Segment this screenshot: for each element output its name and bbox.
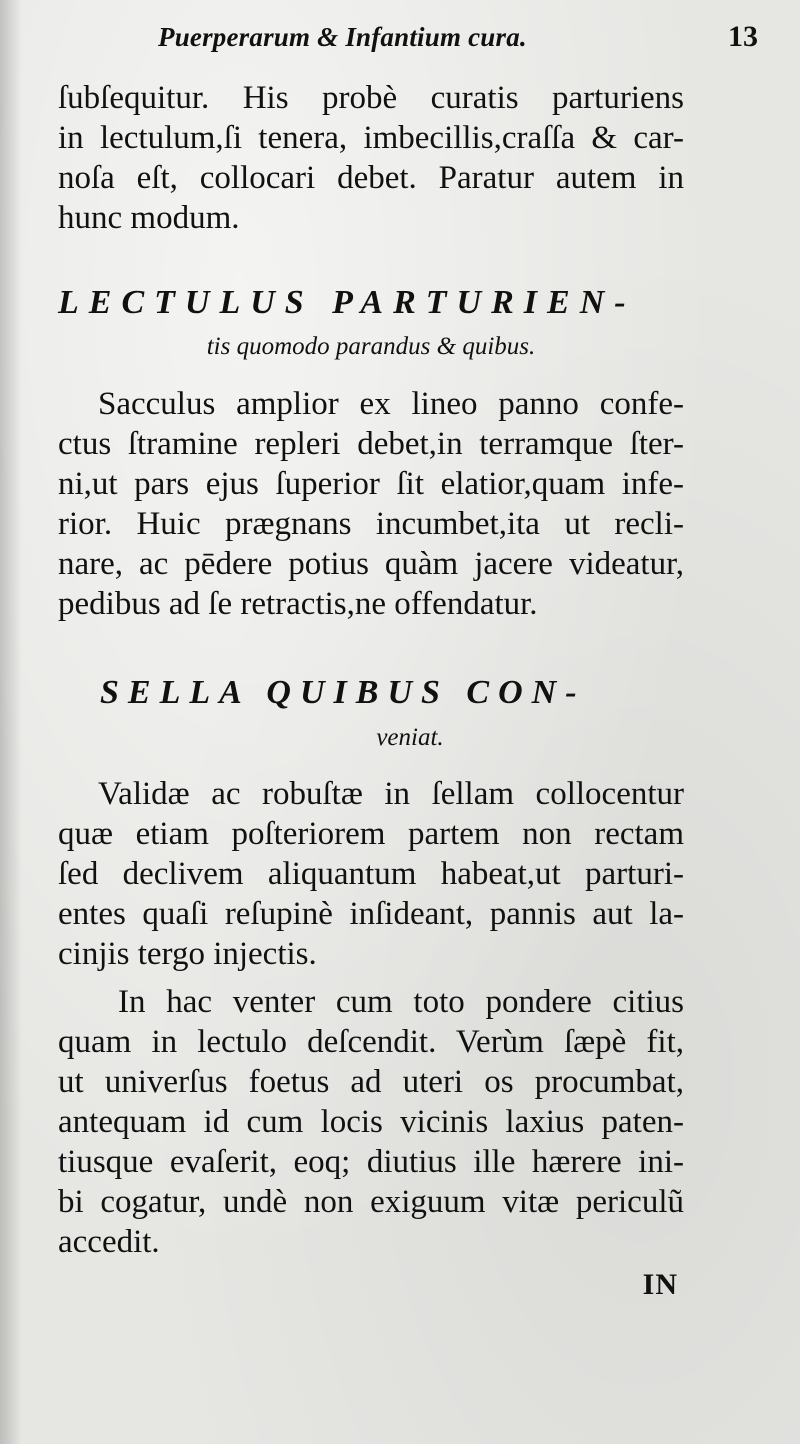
running-head [60,22,772,58]
text-line: in lectulum,ſi tenera, imbecillis,craſſa & car- [58,120,684,156]
gutter-shadow [0,0,22,1444]
text-line: nare, ac pēdere potius quàm jacere videatur, [58,546,684,582]
text-line: ctus ſtramine repleri debet,in terramque ſter- [58,426,684,462]
lectulus-paragraph [58,384,684,624]
text-line: noſa eſt, collocari debet. Paratur autem in [58,160,684,196]
text-line: accedit. [58,1224,160,1260]
section-heading-lectulus: LECTULUS PARTURIEN- [58,284,636,321]
text-line: ut univerſus foetus ad uteri os procumbat, [58,1064,684,1100]
text-line: In hac venter cum toto pondere citius [118,984,684,1020]
text-line: ni,ut pars ejus ſuperior ſit elatior,quam infe- [58,466,684,502]
text-line: bi cogatur, undè non exiguum vitæ periculũ [58,1184,684,1220]
text-line: Sacculus amplior ex lineo panno confe- [98,386,684,422]
text-line: rior. Huic prægnans incumbet,ita ut recli- [58,506,684,542]
text-line: entes quaſi reſupinè inſideant, pannis aut la- [58,896,684,932]
running-title: Puerperarum & Infantium cura. [158,22,527,52]
section-heading-sella: SELLA QUIBUS CON- [100,674,586,711]
text-line: tiusque evaſerit, eoq; diutius ille hærere ini- [58,1144,684,1180]
text-line: quam in lectulo deſcendit. Verùm ſæpè fit, [58,1024,684,1060]
text-line: pedibus ad ſe retractis,ne offendatur. [58,586,538,622]
text-line: antequam id cum locis vicinis laxius paten- [58,1104,684,1140]
text-line: hunc modum. [58,200,240,236]
catchword: IN [642,1268,678,1301]
text-line: quæ etiam poſteriorem partem non rectam [58,816,684,852]
sella-paragraph-1 [58,774,684,974]
section-subheading-sella: veniat. [376,724,444,751]
page-number: 13 [728,20,758,53]
text-line: ſed declivem aliquantum habeat,ut parturi- [58,856,684,892]
sella-paragraph-2 [58,982,684,1262]
text-line: cinjis tergo injectis. [58,936,317,972]
section-subheading-lectulus: tis quomodo parandus & quibus. [206,333,536,360]
text-line: ſubſequitur. His probè curatis parturiens [58,80,684,116]
intro-paragraph [58,78,684,238]
text-line: Validæ ac robuſtæ in ſellam collocentur [98,776,684,812]
